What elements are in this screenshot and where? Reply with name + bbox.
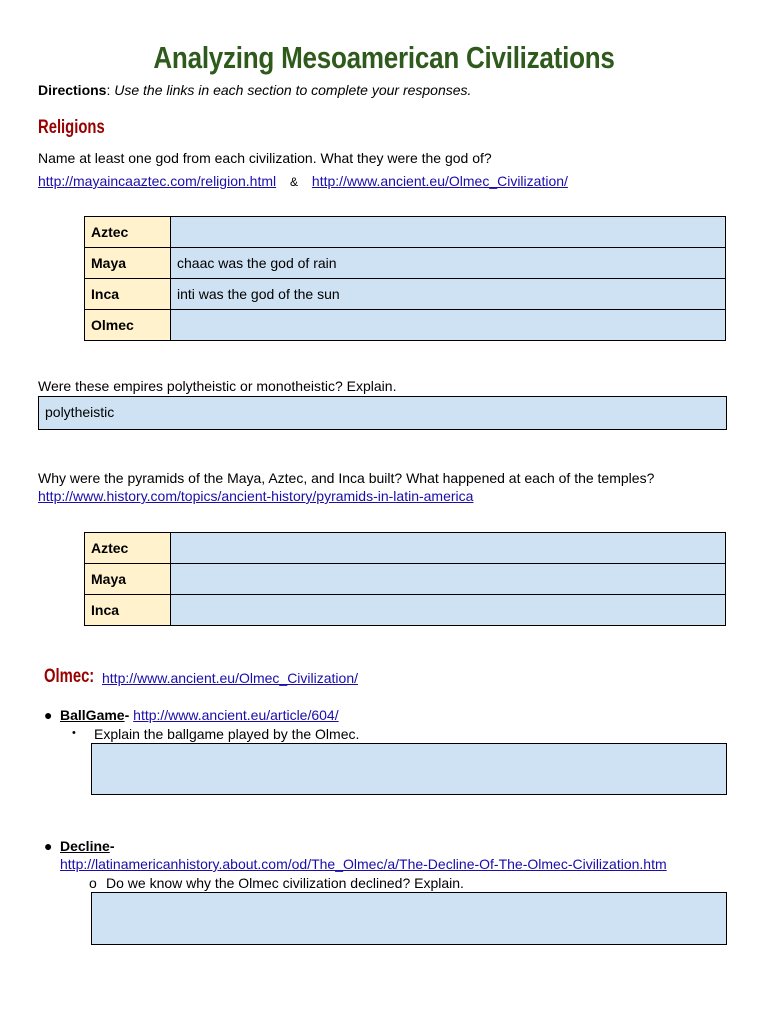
olmec-heading: Olmec: — [44, 666, 95, 687]
table-row — [85, 279, 726, 310]
ballgame-sub-bullet: • — [72, 727, 76, 739]
religion-link-mayaincaaztec[interactable]: http://mayaincaaztec.com/religion.html — [38, 173, 277, 189]
row-label: Aztec — [85, 217, 171, 248]
decline-prompt: Do we know why the Olmec civilization declined? Explain. — [106, 875, 464, 891]
poly-question: Were these empires polytheistic or monotheistic? Explain. — [38, 378, 397, 394]
pyramids-table — [84, 532, 726, 626]
directions-label: Directions — [38, 82, 107, 98]
decline-link[interactable]: http://latinamericanhistory.about.com/od/The_Olmec/a/The-Decline-Of-The-Olmec-Civilization.htm — [60, 856, 667, 872]
row-label: Maya — [85, 564, 171, 595]
row-label: Inca — [85, 595, 171, 626]
ballgame-bullet: ● — [44, 707, 53, 723]
table-row — [85, 310, 726, 341]
page-title: Analyzing Mesoamerican Civilizations — [153, 40, 615, 75]
pyramids-link-wrap — [38, 488, 473, 506]
religions-links — [38, 173, 568, 189]
decline-dash: - — [109, 838, 115, 854]
answer-cell[interactable] — [171, 595, 726, 626]
table-row — [85, 533, 726, 564]
table-row — [85, 217, 726, 248]
olmec-link[interactable]: http://www.ancient.eu/Olmec_Civilization/ — [102, 670, 358, 686]
pyramids-question: Why were the pyramids of the Maya, Aztec, and Inca built? What happened at each of the temples? — [38, 470, 655, 486]
row-label: Inca — [85, 279, 171, 310]
decline-label: Decline — [60, 838, 110, 854]
olmec-link-wrap — [102, 670, 358, 688]
ballgame-answer-box[interactable] — [91, 743, 727, 795]
directions: Directions: Use the links in each section to complete your responses. — [38, 82, 472, 98]
poly-answer-box[interactable]: polytheistic — [38, 396, 727, 430]
answer-cell[interactable]: chaac was the god of rain — [171, 248, 726, 279]
answer-cell[interactable] — [171, 533, 726, 564]
ballgame-label: BallGame — [60, 707, 125, 723]
row-label: Aztec — [85, 533, 171, 564]
answer-cell[interactable]: inti was the god of the sun — [171, 279, 726, 310]
gods-table — [84, 216, 726, 341]
ballgame-line — [60, 707, 339, 723]
answer-cell[interactable] — [171, 564, 726, 595]
decline-link-wrap — [60, 856, 667, 874]
table-row — [85, 248, 726, 279]
answer-cell[interactable] — [171, 310, 726, 341]
religions-question: Name at least one god from each civilization. What they were the god of? — [38, 150, 492, 166]
decline-answer-box[interactable] — [91, 892, 727, 945]
table-row — [85, 564, 726, 595]
religions-heading: Religions — [38, 117, 105, 138]
ballgame-link[interactable]: http://www.ancient.eu/article/604/ — [133, 707, 339, 723]
pyramids-link[interactable]: http://www.history.com/topics/ancient-history/pyramids-in-latin-america — [38, 488, 474, 504]
table-row — [85, 595, 726, 626]
decline-sub-bullet: o — [89, 875, 97, 891]
directions-text: Use the links in each section to complete your responses. — [114, 82, 472, 98]
ballgame-dash: - — [124, 707, 130, 723]
row-label: Maya — [85, 248, 171, 279]
ballgame-prompt: Explain the ballgame played by the Olmec. — [94, 726, 360, 742]
religion-link-olmec[interactable]: http://www.ancient.eu/Olmec_Civilization/ — [311, 173, 568, 189]
decline-line — [60, 838, 114, 854]
decline-bullet: ● — [44, 838, 53, 854]
ampersand: & — [290, 175, 299, 189]
answer-cell[interactable] — [171, 217, 726, 248]
row-label: Olmec — [85, 310, 171, 341]
